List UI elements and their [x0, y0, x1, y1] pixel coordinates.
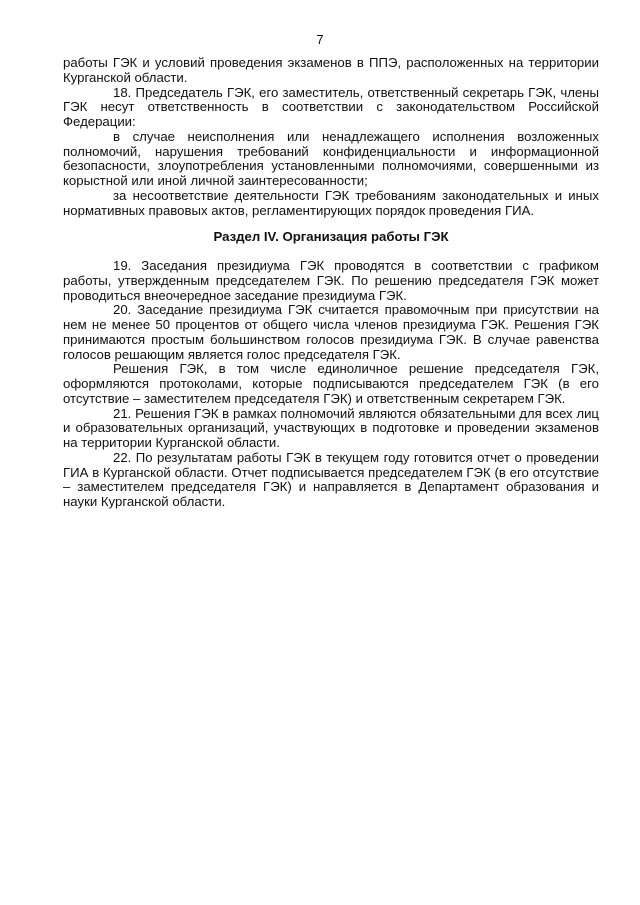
paragraph-continuation: работы ГЭК и условий проведения экзаменов в ППЭ, расположенных на территории Курганской области. [63, 55, 599, 85]
page-number: 7 [316, 32, 324, 47]
paragraph-22: 22. По результатам работы ГЭК в текущем году готовится отчет о проведении ГИА в Курганской области. Отчет подписывается председателем ГЭК (в его отсутствие – заместителем председателя ГЭК) и направляется в Департамент образования и науки Курганской области. [63, 449, 599, 509]
document-body [63, 56, 599, 510]
paragraph-20-decisions: Решения ГЭК, в том числе единоличное решение председателя ГЭК, оформляются протоколами, которые подписываются председателем ГЭК (в его отсутствие – заместителем председателя ГЭК) и ответственным секретарем ГЭК. [63, 361, 599, 406]
section-title: Раздел IV. Организация работы ГЭК [213, 229, 449, 245]
paragraph-20: 20. Заседание президиума ГЭК считается правомочным при присутствии на нем не менее 50 процентов от общего числа членов президиума ГЭК. Решения ГЭК принимаются простым большинством голосов президиума ГЭК. В случае равенства голосов решающим является голос председателя ГЭК. [63, 302, 599, 362]
paragraph-18: 18. Председатель ГЭК, его заместитель, ответственный секретарь ГЭК, члены ГЭК несут ответственность в соответствии с законодательством Российской Федерации: [63, 84, 599, 129]
paragraph-21: 21. Решения ГЭК в рамках полномочий являются обязательными для всех лиц и образовательных организаций, участвующих в подготовке и проведении экзаменов на территории Курганской области. [63, 405, 599, 450]
paragraph-18-item-2: за несоответствие деятельности ГЭК требованиям законодательных и иных нормативных правовых актов, регламентирующих порядок проведения ГИА. [63, 187, 599, 218]
paragraph-18-item-1: в случае неисполнения или ненадлежащего исполнения возложенных полномочий, нарушения требований конфиденциальности и информационной безопасности, злоупотребления установленными полномочиями, совершенными из корыстной или иной личной заинтересованности; [63, 128, 599, 188]
paragraph-19: 19. Заседания президиума ГЭК проводятся в соответствии с графиком работы, утвержденным председателем ГЭК. По решению председателя ГЭК может проводиться внеочередное заседание президиума ГЭК. [63, 258, 599, 303]
